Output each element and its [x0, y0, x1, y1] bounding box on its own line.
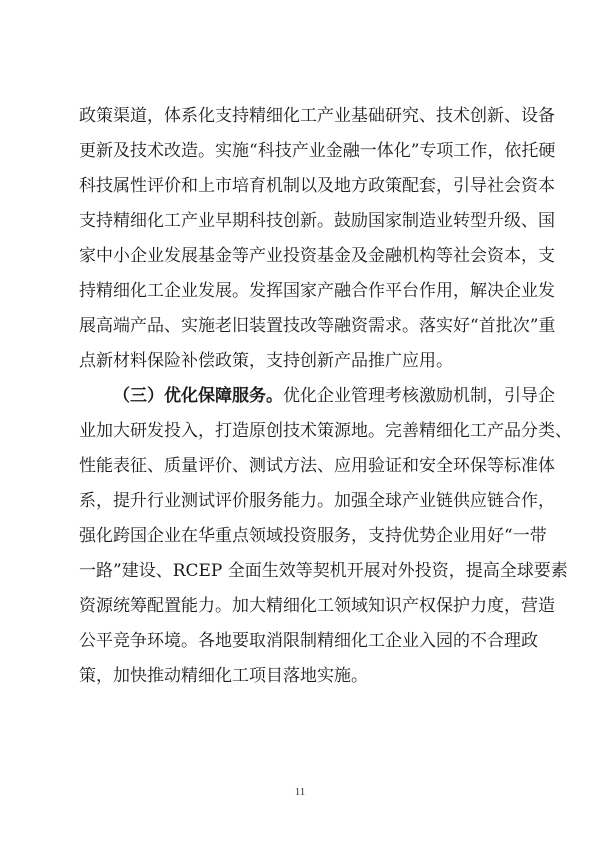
text-line: 性能表征、质量评价、测试方法、应用验证和安全环保等标准体: [79, 456, 555, 476]
text-line: 资源统筹配置能力。加大精细化工领域知识产权保护力度，营造: [79, 596, 555, 616]
text-line: 科技属性评价和上市培育机制以及地方政策配套，引导社会资本: [79, 176, 555, 196]
text-line-first: [79, 379, 555, 414]
text-line: 更新及技术改造。实施“科技产业金融一体化”专项工作，依托硬: [79, 141, 556, 161]
body-text: [79, 99, 572, 694]
text-line: 策，加快推动精细化工项目落地实施。: [79, 666, 368, 686]
text-line: 点新材料保险补偿政策，支持创新产品推广应用。: [79, 351, 453, 371]
text-line: 公平竞争环境。各地要取消限制精细化工企业入园的不合理政: [79, 631, 538, 651]
text-line: 持精细化工企业发展。发挥国家产融合作平台作用，解决企业发: [79, 281, 555, 301]
text-line: 展高端产品、实施老旧装置技改等融资需求。落实好“首批次”重: [79, 316, 556, 336]
text-line: 系，提升行业测试评价服务能力。加强全球产业链供应链合作，: [79, 491, 555, 511]
text-line: 强化跨国企业在华重点领域投资服务，支持优势企业用好“一带: [79, 526, 547, 546]
section-heading: （三）优化保障服务。: [113, 386, 283, 406]
text-line: 家中小企业发展基金等产业投资基金及金融机构等社会资本，支: [79, 246, 555, 266]
text-line: 一路”建设、RCEP 全面生效等契机开展对外投资，提高全球要素: [79, 561, 568, 581]
paragraph-financing-support: [79, 99, 556, 379]
text-line: 业加大研发投入，打造原创技术策源地。完善精细化工产品分类、: [79, 421, 572, 441]
text-line: 政策渠道，体系化支持精细化工产业基础研究、技术创新、设备: [79, 106, 555, 126]
heading-line-rest: 优化企业管理考核激励机制，引导企: [283, 386, 555, 406]
page-number: 11: [294, 786, 306, 798]
paragraph-optimize-services: [79, 379, 572, 694]
text-line: 支持精细化工产业早期科技创新。鼓励国家制造业转型升级、国: [79, 211, 555, 231]
